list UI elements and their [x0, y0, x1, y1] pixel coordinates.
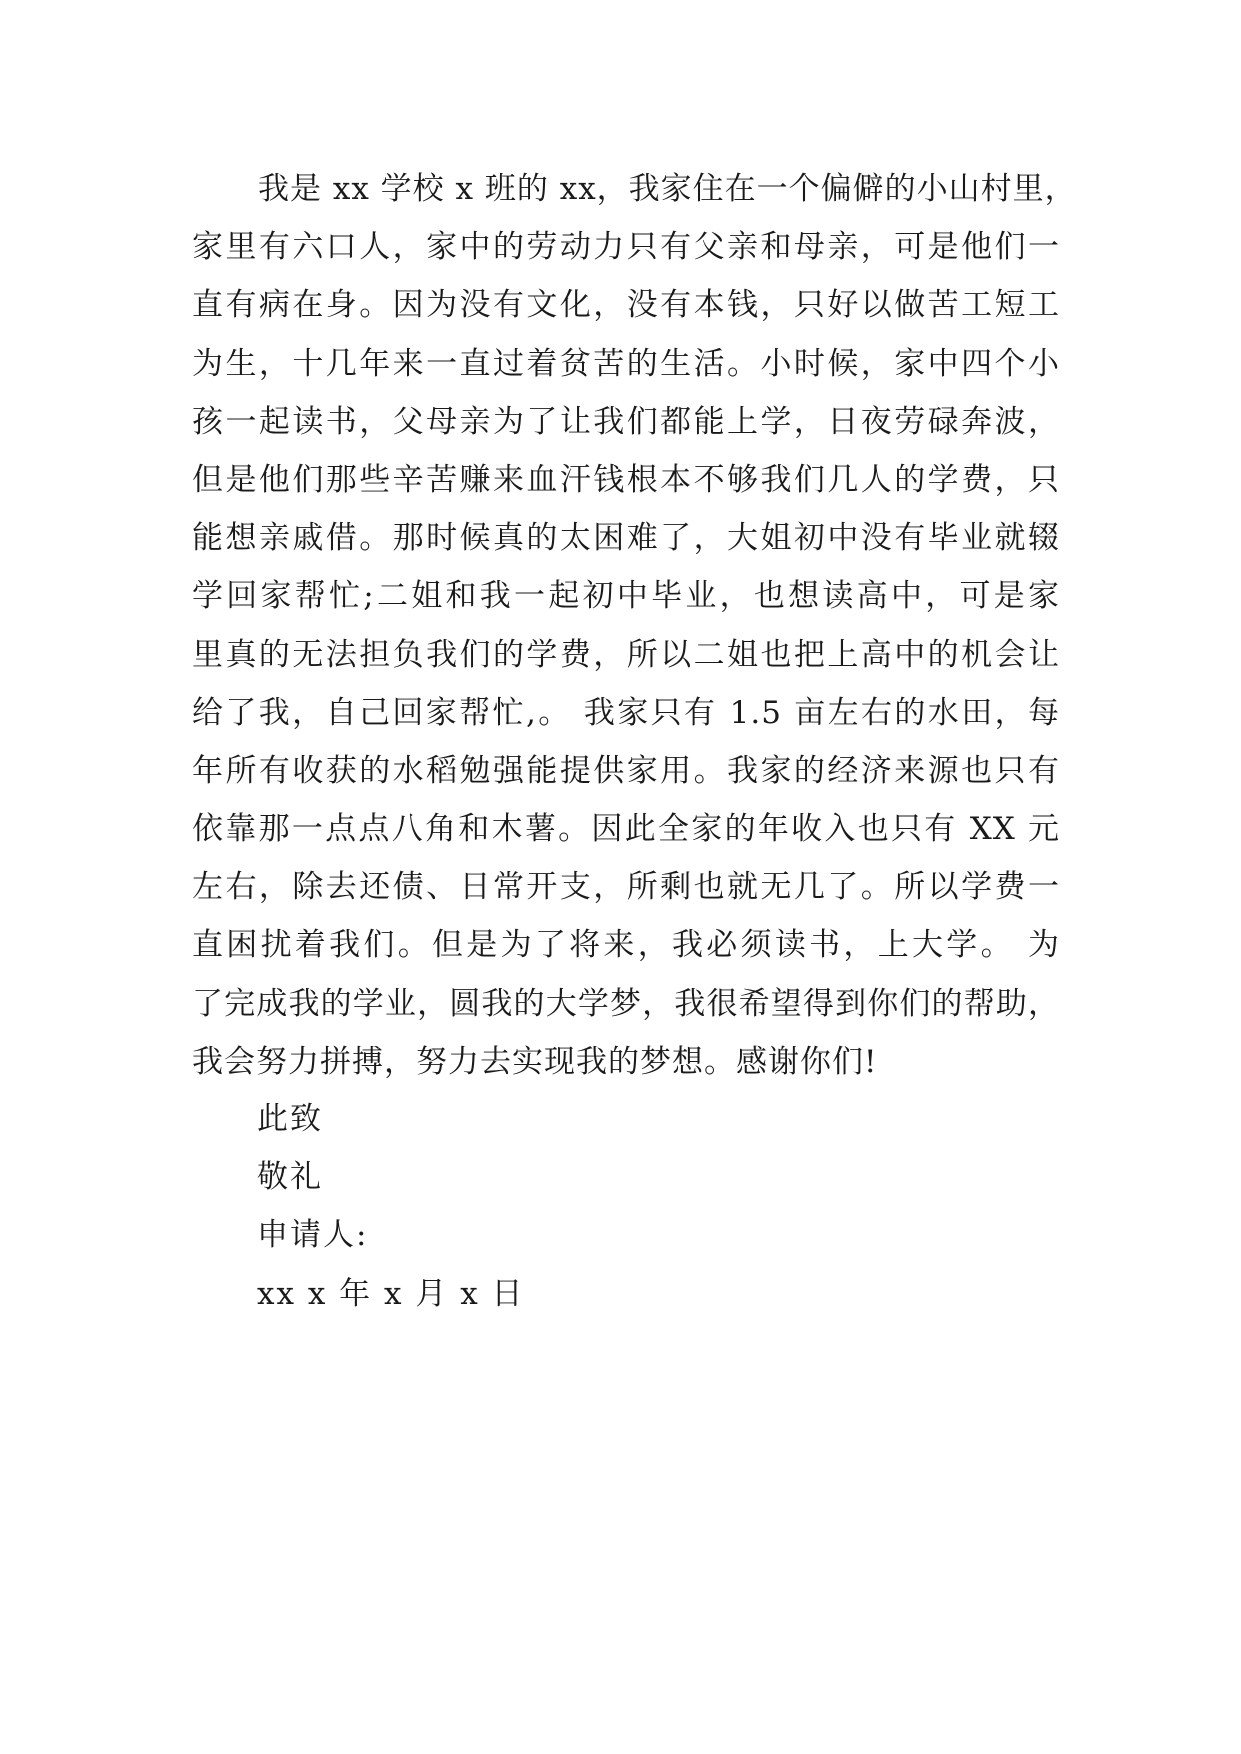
body-line: 学回家帮忙;二姐和我一起初中毕业，也想读高中，可是家 — [192, 578, 1060, 615]
applicant-label: 申请人: — [257, 1217, 369, 1254]
body-line: 我是 xx 学校 x 班的 xx，我家住在一个偏僻的小山村里， — [258, 171, 1077, 207]
body-line: 直有病在身。因为没有文化，没有本钱，只好以做苦工短工 — [192, 287, 1060, 324]
body-line: 里真的无法担负我们的学费，所以二姐也把上高中的机会让 — [192, 636, 1060, 673]
body-line: 年所有收获的水稻勉强能提供家用。我家的经济来源也只有 — [192, 752, 1060, 789]
body-line: 给了我，自己回家帮忙,。 我家只有 1.5 亩左右的水田，每 — [192, 694, 1060, 731]
body-line: 能想亲戚借。那时候真的太困难了，大姐初中没有毕业就辍 — [192, 520, 1060, 557]
body-line: 左右，除去还债、日常开支，所剩也就无几了。所以学费一 — [192, 869, 1060, 906]
body-line: 为生，十几年来一直过着贫苦的生活。小时候，家中四个小 — [192, 345, 1060, 382]
body-line: 了完成我的学业，圆我的大学梦，我很希望得到你们的帮助， — [192, 985, 1060, 1022]
closing-salutation: 此致 — [257, 1101, 323, 1137]
body-line: 家里有六口人，家中的劳动力只有父亲和母亲，可是他们一 — [192, 229, 1060, 266]
letter-body — [192, 160, 1077, 1091]
body-line: 直困扰着我们。但是为了将来，我必须读书，上大学。 为 — [192, 927, 1060, 964]
closing-regards: 敬礼 — [257, 1159, 323, 1196]
body-line: 但是他们那些辛苦赚来血汗钱根本不够我们几人的学费，只 — [192, 461, 1060, 498]
body-line: 依靠那一点点八角和木薯。因此全家的年收入也只有 XX 元 — [192, 811, 1060, 848]
letter-closing — [257, 1090, 525, 1323]
body-line-last: 我会努力拼搏，努力去实现我的梦想。感谢你们! — [192, 1043, 878, 1080]
body-line: 孩一起读书，父母亲为了让我们都能上学，日夜劳碌奔波， — [192, 403, 1060, 440]
letter-date: xx x 年 x 月 x 日 — [257, 1275, 525, 1312]
